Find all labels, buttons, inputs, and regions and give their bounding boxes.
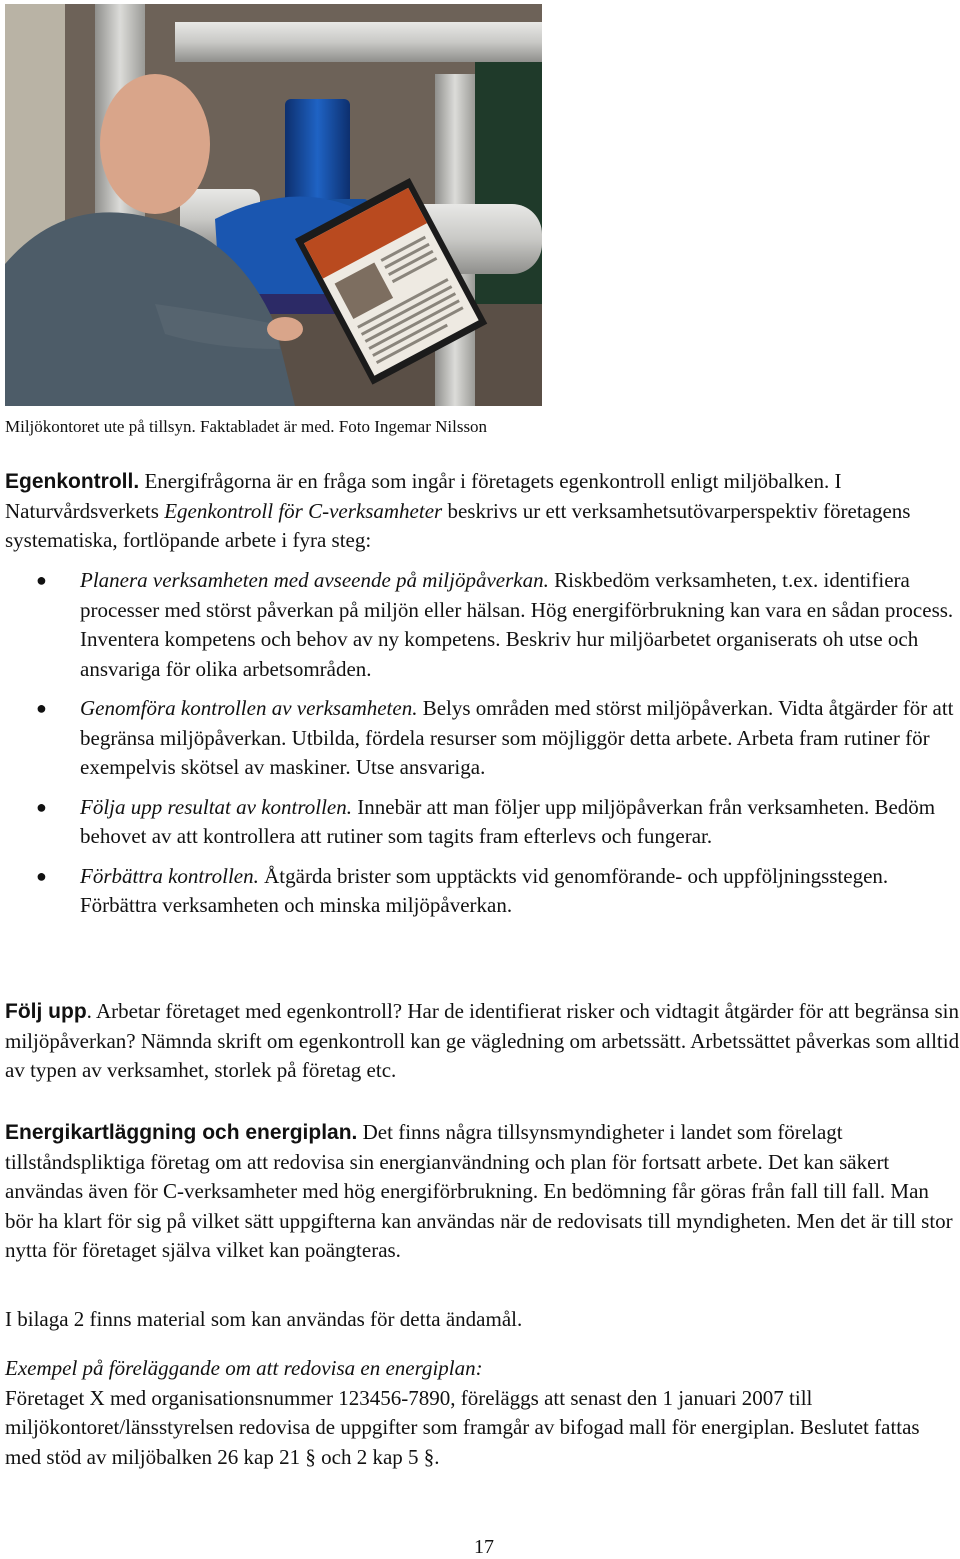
- step-body: Riskbedöm verksamheten, t.ex. identifiera processer med störst påverkan på miljön eller hälsan. Hög energiförbrukning kan vara en sådan process. Inventera kompetens och behov av ny kompetens. Beskriv hur miljöarbetet organiserats oh utse och ansvariga för olika arbetsområden.: [80, 568, 954, 681]
- bullet-icon: ●: [36, 570, 47, 590]
- egenkontroll-paragraph: [5, 467, 960, 556]
- folj-upp-text: . Arbetar företaget med egenkontroll? Har de identifierat risker och vidtagit åtgärder för att begränsa sin miljöpåverkan? Nämnda skrift om egenkontroll kan ge vägledning om arbetssätt. Arbetssättet påverkas som alltid av typen av verksamhet, storlek på företag etc.: [5, 999, 960, 1082]
- folj-upp-heading: Följ upp: [5, 1000, 87, 1023]
- egenkontroll-heading: Egenkontroll.: [5, 470, 140, 493]
- list-item: [0, 566, 960, 684]
- list-item: [0, 793, 960, 852]
- photo-illustration: [5, 4, 542, 406]
- energi-paragraph: [5, 1118, 960, 1266]
- bilaga-paragraph: I bilaga 2 finns material som kan användas för detta ändamål.: [5, 1307, 523, 1331]
- step-title: Förbättra kontrollen.: [80, 863, 259, 888]
- egenkontroll-publication-title: Egenkontroll för C-verksamheter: [164, 498, 443, 523]
- page-number: 17: [474, 1536, 494, 1558]
- energi-text: Det finns några tillsynsmyndigheter i landet som förelagt tillståndspliktiga företag om att redovisa sin energianvändning och plan för fortsatt arbete. Det kan säkert användas även för C-verksamheter med hög energiförbrukning. En bedömning får göras från fall till fall. Man bör ha klart för sig på vilket sätt uppgifterna kan användas när de redovisats till myndigheten. Men det är till stor nytta för företaget själva vilket kan poängteras.: [5, 1120, 953, 1262]
- bullet-icon: ●: [36, 698, 47, 718]
- egenkontroll-text-1: Energifrågorna är en fråga som ingår i företagets egenkontroll enligt miljöbalken. I Naturvårdsverkets: [5, 469, 842, 523]
- egenkontroll-text-2: beskrivs ur ett verksamhetsutövarperspektiv företagens systematiska, fortlöpande arbete i fyra steg:: [5, 498, 911, 552]
- step-body: Belys områden med störst miljöpåverkan. Vidta åtgärder för att begränsa miljöpåverkan. Utbilda, fördela resurser som möjliggör detta arbete. Arbeta fram rutiner för exempelvis skötsel av maskiner. Utse ansvariga.: [80, 696, 954, 779]
- step-body: Innebär att man följer upp miljöpåverkan från verksamheten. Bedöm behovet av att kontrollera att rutiner som tagits fram efterlevs och fungerar.: [80, 794, 936, 848]
- step-title: Planera verksamheten med avseende på miljöpåverkan.: [80, 568, 549, 592]
- energi-heading: Energikartläggning och energiplan.: [5, 1121, 358, 1144]
- exempel-paragraph: [5, 1354, 960, 1472]
- steps-list: [0, 566, 960, 931]
- exempel-text: Företaget X med organisationsnummer 123456-7890, föreläggs att senast den 1 januari 2007 till miljökontoret/länsstyrelsen redovisa de uppgifter som framgår av bifogad mall för energiplan. Beslutet fattas med stöd av miljöbalken 26 kap 21 § och 2 kap 5 §.: [5, 1385, 920, 1469]
- step-body: Åtgärda brister som upptäckts vid genomförande- och uppföljningsstegen. Förbättra verksamheten och minska miljöpåverkan.: [80, 863, 889, 917]
- list-item: [0, 694, 960, 783]
- photo-caption: Miljökontoret ute på tillsyn. Faktabladet är med. Foto Ingemar Nilsson: [5, 417, 488, 436]
- photo: [5, 4, 542, 406]
- step-title: Följa upp resultat av kontrollen.: [80, 794, 352, 819]
- step-title: Genomföra kontrollen av verksamheten.: [80, 696, 418, 720]
- exempel-heading: Exempel på föreläggande om att redovisa en energiplan:: [5, 1356, 483, 1380]
- bullet-icon: ●: [36, 796, 47, 817]
- bullet-icon: ●: [36, 865, 47, 886]
- folj-upp-paragraph: [5, 997, 960, 1086]
- list-item: [0, 862, 960, 921]
